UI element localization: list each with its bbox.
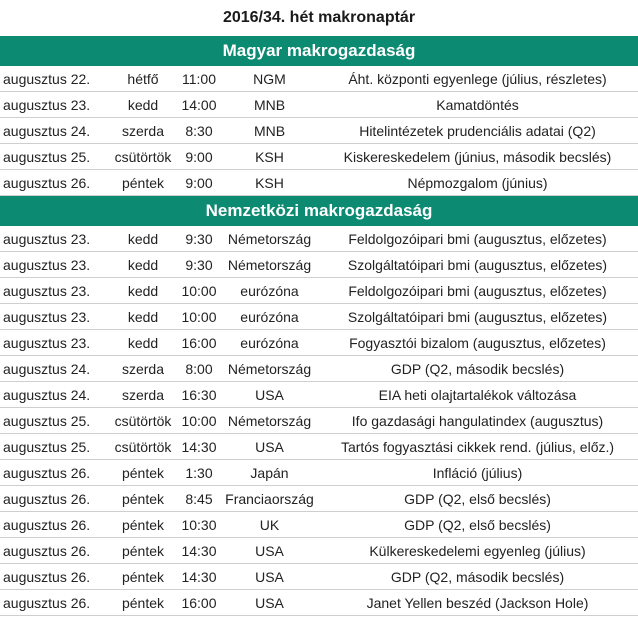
time-cell: 10:00 — [176, 408, 222, 434]
page-title: 2016/34. hét makronaptár — [222, 9, 416, 26]
date-cell: augusztus 26. — [0, 486, 110, 512]
date-cell: augusztus 23. — [0, 92, 110, 118]
calendar-table — [0, 226, 638, 616]
calendar-table — [0, 66, 638, 196]
source-cell: USA — [222, 590, 317, 616]
source-cell: USA — [222, 434, 317, 460]
date-cell: augusztus 25. — [0, 144, 110, 170]
date-cell: augusztus 22. — [0, 66, 110, 92]
source-cell: KSH — [222, 170, 317, 196]
source-cell: Németország — [222, 356, 317, 382]
table-row — [0, 330, 638, 356]
source-cell: KSH — [222, 144, 317, 170]
table-row — [0, 486, 638, 512]
table-row — [0, 66, 638, 92]
event-cell: Fogyasztói bizalom (augusztus, előzetes) — [317, 330, 638, 356]
time-cell: 8:00 — [176, 356, 222, 382]
time-cell: 10:00 — [176, 304, 222, 330]
event-cell: Ifo gazdasági hangulatindex (augusztus) — [317, 408, 638, 434]
date-cell: augusztus 24. — [0, 382, 110, 408]
table-row — [0, 434, 638, 460]
day-cell: kedd — [110, 92, 176, 118]
section-heading: Nemzetközi makrogazdaság — [0, 196, 638, 226]
day-cell: péntek — [110, 486, 176, 512]
date-cell: augusztus 23. — [0, 278, 110, 304]
day-cell: csütörtök — [110, 408, 176, 434]
day-cell: csütörtök — [110, 434, 176, 460]
event-cell: Tartós fogyasztási cikkek rend. (július, előz.) — [317, 434, 638, 460]
day-cell: kedd — [110, 278, 176, 304]
table-row — [0, 118, 638, 144]
time-cell: 9:00 — [176, 170, 222, 196]
day-cell: szerda — [110, 356, 176, 382]
calendar — [0, 36, 638, 616]
source-cell: eurózóna — [222, 304, 317, 330]
table-row — [0, 252, 638, 278]
event-cell: Népmozgalom (június) — [317, 170, 638, 196]
time-cell: 9:00 — [176, 144, 222, 170]
event-cell: GDP (Q2, első becslés) — [317, 512, 638, 538]
section-heading: Magyar makrogazdaság — [0, 36, 638, 66]
source-cell: eurózóna — [222, 330, 317, 356]
time-cell: 14:30 — [176, 434, 222, 460]
source-cell: Franciaország — [222, 486, 317, 512]
event-cell: EIA heti olajtartalékok változása — [317, 382, 638, 408]
source-cell: Németország — [222, 252, 317, 278]
table-row — [0, 356, 638, 382]
day-cell: szerda — [110, 118, 176, 144]
time-cell: 8:45 — [176, 486, 222, 512]
day-cell: kedd — [110, 252, 176, 278]
table-row — [0, 512, 638, 538]
table-row — [0, 226, 638, 252]
day-cell: péntek — [110, 590, 176, 616]
table-row — [0, 590, 638, 616]
event-cell: GDP (Q2, második becslés) — [317, 356, 638, 382]
table-row — [0, 92, 638, 118]
time-cell: 16:00 — [176, 330, 222, 356]
time-cell: 9:30 — [176, 226, 222, 252]
event-cell: Áht. központi egyenlege (július, részletes) — [317, 66, 638, 92]
table-row — [0, 278, 638, 304]
table-row — [0, 304, 638, 330]
date-cell: augusztus 26. — [0, 512, 110, 538]
date-cell: augusztus 26. — [0, 564, 110, 590]
event-cell: Kamatdöntés — [317, 92, 638, 118]
day-cell: péntek — [110, 512, 176, 538]
day-cell: hétfő — [110, 66, 176, 92]
source-cell: Japán — [222, 460, 317, 486]
source-cell: USA — [222, 538, 317, 564]
day-cell: péntek — [110, 538, 176, 564]
day-cell: kedd — [110, 304, 176, 330]
time-cell: 16:30 — [176, 382, 222, 408]
date-cell: augusztus 25. — [0, 408, 110, 434]
day-cell: péntek — [110, 564, 176, 590]
source-cell: eurózóna — [222, 278, 317, 304]
source-cell: MNB — [222, 118, 317, 144]
table-row — [0, 144, 638, 170]
source-cell: NGM — [222, 66, 317, 92]
day-cell: szerda — [110, 382, 176, 408]
event-cell: GDP (Q2, első becslés) — [317, 486, 638, 512]
day-cell: csütörtök — [110, 144, 176, 170]
time-cell: 9:30 — [176, 252, 222, 278]
table-row — [0, 564, 638, 590]
table-row — [0, 460, 638, 486]
time-cell: 11:00 — [176, 66, 222, 92]
day-cell: péntek — [110, 170, 176, 196]
date-cell: augusztus 23. — [0, 330, 110, 356]
source-cell: MNB — [222, 92, 317, 118]
event-cell: Janet Yellen beszéd (Jackson Hole) — [317, 590, 638, 616]
date-cell: augusztus 24. — [0, 356, 110, 382]
date-cell: augusztus 23. — [0, 226, 110, 252]
time-cell: 16:00 — [176, 590, 222, 616]
event-cell: Külkereskedelemi egyenleg (július) — [317, 538, 638, 564]
day-cell: kedd — [110, 330, 176, 356]
table-row — [0, 538, 638, 564]
event-cell: GDP (Q2, második becslés) — [317, 564, 638, 590]
event-cell: Szolgáltatóipari bmi (augusztus, előzetes) — [317, 304, 638, 330]
date-cell: augusztus 25. — [0, 434, 110, 460]
source-cell: USA — [222, 564, 317, 590]
time-cell: 10:30 — [176, 512, 222, 538]
day-cell: kedd — [110, 226, 176, 252]
date-cell: augusztus 23. — [0, 304, 110, 330]
time-cell: 14:00 — [176, 92, 222, 118]
time-cell: 1:30 — [176, 460, 222, 486]
source-cell: USA — [222, 382, 317, 408]
day-cell: péntek — [110, 460, 176, 486]
event-cell: Hitelintézetek prudenciális adatai (Q2) — [317, 118, 638, 144]
source-cell: UK — [222, 512, 317, 538]
date-cell: augusztus 26. — [0, 170, 110, 196]
source-cell: Németország — [222, 408, 317, 434]
time-cell: 10:00 — [176, 278, 222, 304]
event-cell: Infláció (július) — [317, 460, 638, 486]
date-cell: augusztus 24. — [0, 118, 110, 144]
time-cell: 14:30 — [176, 564, 222, 590]
table-row — [0, 382, 638, 408]
time-cell: 14:30 — [176, 538, 222, 564]
time-cell: 8:30 — [176, 118, 222, 144]
table-row — [0, 408, 638, 434]
date-cell: augusztus 23. — [0, 252, 110, 278]
date-cell: augusztus 26. — [0, 460, 110, 486]
event-cell: Feldolgozóipari bmi (augusztus, előzetes) — [317, 278, 638, 304]
date-cell: augusztus 26. — [0, 590, 110, 616]
event-cell: Kiskereskedelem (június, második becslés) — [317, 144, 638, 170]
date-cell: augusztus 26. — [0, 538, 110, 564]
table-row — [0, 170, 638, 196]
source-cell: Németország — [222, 226, 317, 252]
event-cell: Szolgáltatóipari bmi (augusztus, előzetes) — [317, 252, 638, 278]
event-cell: Feldolgozóipari bmi (augusztus, előzetes) — [317, 226, 638, 252]
